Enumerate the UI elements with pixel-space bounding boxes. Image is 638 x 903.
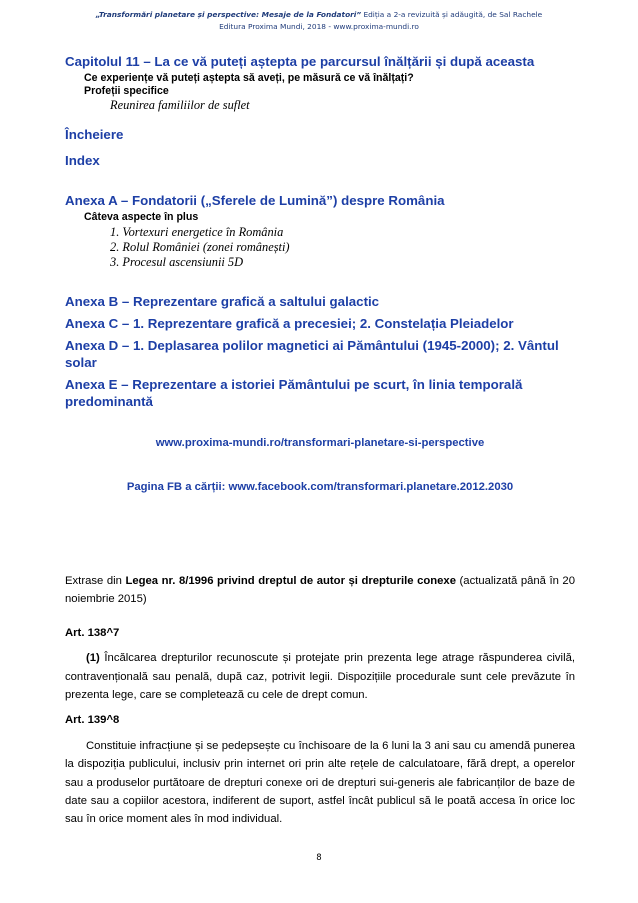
anexa-e-title: Anexa E – Reprezentare a istoriei Pământului pe scurt, în linia temporală predominantă	[65, 377, 523, 409]
anexa-a-item-2: 2. Rolul României (zonei românești)	[110, 240, 290, 254]
legal-intro	[65, 572, 575, 609]
toc-content	[65, 53, 575, 829]
anexa-d-title: Anexa D – 1. Deplasarea polilor magnetici ai Pământului (1945-2000); 2. Vântul solar	[65, 338, 559, 370]
article-138-body: Încălcarea drepturilor recunoscute și protejate prin prezenta lege atrage răspunderea civilă, contravențională sau penală, după caz, potrivit legii. Dispozițiile procedurale sunt cele prevăzute în prezenta lege, care se completează cu cele de drept comun.	[65, 652, 575, 702]
legal-intro-prefix: Extrase din	[65, 575, 126, 587]
header-edition: Ediția a 2-a revizuită și adăugită, de Sal Rachele	[361, 10, 543, 19]
article-138-heading: Art. 138^7	[65, 626, 120, 639]
chapter-11-subsection-2: Profeții specifice	[84, 85, 169, 97]
legal-section	[65, 572, 575, 829]
website-link[interactable]: www.proxima-mundi.ro/transformari-planetare-si-perspective	[155, 437, 485, 449]
header-publisher: Editura Proxima Mundi, 2018 - www.proxima-mundi.ro	[219, 22, 419, 31]
header-book-title: „Transformări planetare și perspective: Mesaje de la Fondatori”	[95, 10, 362, 19]
anexa-b-title: Anexa B – Reprezentare grafică a saltului galactic	[65, 294, 380, 309]
anexa-a-item-1: 1. Vortexuri energetice în România	[110, 225, 284, 239]
article-139-heading: Art. 139^8	[65, 714, 120, 727]
anexa-a-title: Anexa A – Fondatorii („Sferele de Lumină”) despre România	[65, 193, 445, 208]
anexa-a-item-3: 3. Procesul ascensiunii 5D	[110, 255, 244, 269]
chapter-11-title: Capitolul 11 – La ce vă puteți aștepta pe parcursul înălțării și după aceasta	[65, 54, 535, 69]
article-138-text	[65, 649, 575, 704]
legal-intro-suffix: (actualizată până în 20 noiembrie 2015)	[65, 575, 575, 606]
anexa-a-subsection: Câteva aspecte în plus	[84, 211, 199, 223]
anexa-c-title: Anexa C – 1. Reprezentare grafică a precesiei; 2. Constelația Pleiadelor	[65, 316, 514, 331]
law-title: Legea nr. 8/1996 privind dreptul de autor și drepturile conexe	[125, 575, 456, 587]
running-header	[0, 9, 638, 33]
page-number: 8	[316, 853, 322, 863]
incheiere-heading: Încheiere	[65, 127, 124, 142]
chapter-11-item: Reunirea familiilor de suflet	[110, 98, 250, 112]
facebook-link[interactable]: Pagina FB a cărții: www.facebook.com/transformari.planetare.2012.2030	[126, 481, 514, 493]
index-heading: Index	[65, 153, 100, 168]
article-139-text: Constituie infracțiune și se pedepsește cu închisoare de la 6 luni la 3 ani sau cu amendă punerea la dispoziția publicului, inclusiv prin internet ori prin alte rețele de calculatoare, fără drept, a operelor sau a produselor purtătoare de drepturi conexe ori de drepturi sui-generis ale fabricanților de baze de date sau a copiilor acestora, indiferent de suport, astfel încât publicul să le poată accesa în orice loc sau în orice moment ales în mod individual.	[65, 739, 575, 826]
chapter-11-subsection-1: Ce experiențe vă puteți aștepta să aveți, pe măsură ce vă înălțați?	[84, 72, 414, 84]
paragraph-number: (1)	[86, 652, 100, 665]
